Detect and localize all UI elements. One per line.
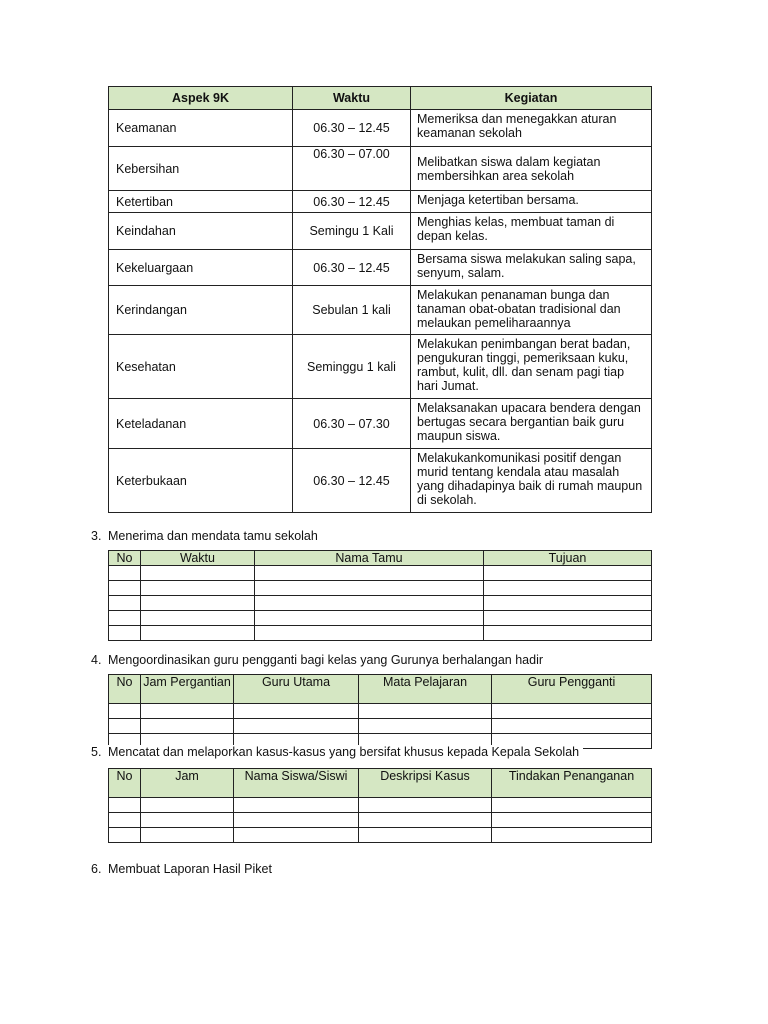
table-row [109,566,652,581]
table-header-row [109,87,652,110]
table-cell[interactable] [492,719,652,734]
section-6-heading [91,862,272,876]
time-cell: Seminggu 1 kali [293,335,411,399]
header-mata-pelajaran: Mata Pelajaran [359,675,492,704]
table-row [109,147,652,191]
aspect-cell: Ketertiban [109,191,293,213]
header-no: No [109,675,141,704]
header-waktu: Waktu [141,551,255,566]
section-title: Mengoordinasikan guru pengganti bagi kelas yang Gurunya berhalangan hadir [108,653,544,667]
table-cell[interactable] [255,581,484,596]
aspek-9k-table [108,86,652,513]
table-cell[interactable] [141,828,234,843]
table-cell[interactable] [484,626,652,641]
table-cell[interactable] [484,581,652,596]
table-row [109,191,652,213]
header-jam-pergantian: Jam Pergantian [141,675,234,704]
table-row [109,828,652,843]
section-number: 5. [91,745,102,759]
activity-cell: Menjaga ketertiban bersama. [411,191,652,213]
table-cell[interactable] [492,813,652,828]
table-row [109,399,652,449]
table-cell[interactable] [109,813,141,828]
time-cell: 06.30 – 12.45 [293,110,411,147]
table-cell[interactable] [109,626,141,641]
time-cell: 06.30 – 12.45 [293,250,411,286]
table-cell[interactable] [492,704,652,719]
table-cell[interactable] [492,828,652,843]
table-cell[interactable] [255,566,484,581]
aspect-cell: Kesehatan [109,335,293,399]
table-cell[interactable] [109,566,141,581]
section-3-heading [91,529,318,543]
aspect-cell: Keindahan [109,213,293,250]
table-cell[interactable] [234,828,359,843]
table-cell[interactable] [255,626,484,641]
table-cell[interactable] [109,596,141,611]
aspect-cell: Kebersihan [109,147,293,191]
header-aspek: Aspek 9K [109,87,293,110]
table-cell[interactable] [141,704,234,719]
time-cell: 06.30 – 12.45 [293,449,411,513]
table-cell[interactable] [234,798,359,813]
table-row [109,110,652,147]
table-cell[interactable] [359,719,492,734]
activity-cell: Melibatkan siswa dalam kegiatan membersihkan area sekolah [411,147,652,191]
table-cell[interactable] [141,581,255,596]
activity-cell: Menghias kelas, membuat taman di depan kelas. [411,213,652,250]
activity-cell: Melakukan penimbangan berat badan, pengukuran tinggi, pemeriksaan kuku, rambut, kulit, dll. dan senam pagi tiap hari Jumat. [411,335,652,399]
table-cell[interactable] [255,611,484,626]
substitute-teacher-table [108,674,652,749]
header-tujuan: Tujuan [484,551,652,566]
table-cell[interactable] [109,798,141,813]
section-4-heading [91,653,543,667]
activity-cell: Melaksanakan upacara bendera dengan bertugas secara bergantian baik guru maupun siswa. [411,399,652,449]
table-cell[interactable] [109,581,141,596]
aspect-cell: Keteladanan [109,399,293,449]
header-no: No [109,551,141,566]
section-number: 3. [91,529,102,543]
table-cell[interactable] [109,828,141,843]
table-cell[interactable] [255,596,484,611]
header-guru-pengganti: Guru Pengganti [492,675,652,704]
header-kegiatan: Kegiatan [411,87,652,110]
table-row [109,596,652,611]
header-nama-siswa: Nama Siswa/Siswi [234,769,359,798]
aspect-cell: Keterbukaan [109,449,293,513]
table-cell[interactable] [484,566,652,581]
header-tindakan-penanganan: Tindakan Penanganan [492,769,652,798]
table-cell[interactable] [359,828,492,843]
table-cell[interactable] [234,704,359,719]
header-deskripsi-kasus: Deskripsi Kasus [359,769,492,798]
table-cell[interactable] [141,596,255,611]
activity-cell: Memeriksa dan menegakkan aturan keamanan sekolah [411,110,652,147]
table-cell[interactable] [141,566,255,581]
time-cell: 06.30 – 07.30 [293,399,411,449]
table-cell[interactable] [141,798,234,813]
table-cell[interactable] [109,611,141,626]
time-cell: Semingu 1 Kali [293,213,411,250]
time-cell: Sebulan 1 kali [293,286,411,335]
table-row [109,213,652,250]
table-cell[interactable] [141,719,234,734]
table-cell[interactable] [359,704,492,719]
table-cell[interactable] [359,813,492,828]
table-row [109,581,652,596]
table-row [109,813,652,828]
table-cell[interactable] [484,596,652,611]
table-row [109,626,652,641]
table-header-row [109,675,652,704]
table-cell[interactable] [109,719,141,734]
header-no: No [109,769,141,798]
section-number: 6. [91,862,102,876]
header-waktu: Waktu [293,87,411,110]
section-title: Mencatat dan melaporkan kasus-kasus yang bersifat khusus kepada Kepala Sekolah [108,745,580,759]
table-header-row [109,769,652,798]
section-5-heading [91,745,583,759]
activity-cell: Melakukan penanaman bunga dan tanaman obat-obatan tradisional dan melaukan pemeliharaannya [411,286,652,335]
table-row [109,286,652,335]
table-cell[interactable] [359,798,492,813]
section-number: 4. [91,653,102,667]
aspect-cell: Kekeluargaan [109,250,293,286]
header-guru-utama: Guru Utama [234,675,359,704]
table-row [109,704,652,719]
table-row [109,719,652,734]
table-row [109,335,652,399]
table-row [109,250,652,286]
activity-cell: Melakukankomunikasi positif dengan murid tentang kendala atau masalah yang dihadapinya baik di rumah maupun di sekolah. [411,449,652,513]
table-header-row [109,551,652,566]
table-cell[interactable] [484,611,652,626]
aspect-cell: Kerindangan [109,286,293,335]
table-cell[interactable] [234,813,359,828]
header-nama-tamu: Nama Tamu [255,551,484,566]
table-cell[interactable] [141,626,255,641]
table-cell[interactable] [109,704,141,719]
table-cell[interactable] [234,719,359,734]
table-cell[interactable] [141,813,234,828]
table-row [109,449,652,513]
header-jam: Jam [141,769,234,798]
activity-cell: Bersama siswa melakukan saling sapa, senyum, salam. [411,250,652,286]
table-cell[interactable] [141,611,255,626]
time-cell: 06.30 – 12.45 [293,191,411,213]
aspect-cell: Keamanan [109,110,293,147]
table-cell[interactable] [492,798,652,813]
table-row [109,798,652,813]
section-title: Membuat Laporan Hasil Piket [108,862,272,876]
section-title: Menerima dan mendata tamu sekolah [108,529,318,543]
table-row [109,611,652,626]
guest-table [108,550,652,641]
time-cell: 06.30 – 07.00 [293,147,411,191]
special-cases-table [108,768,652,843]
